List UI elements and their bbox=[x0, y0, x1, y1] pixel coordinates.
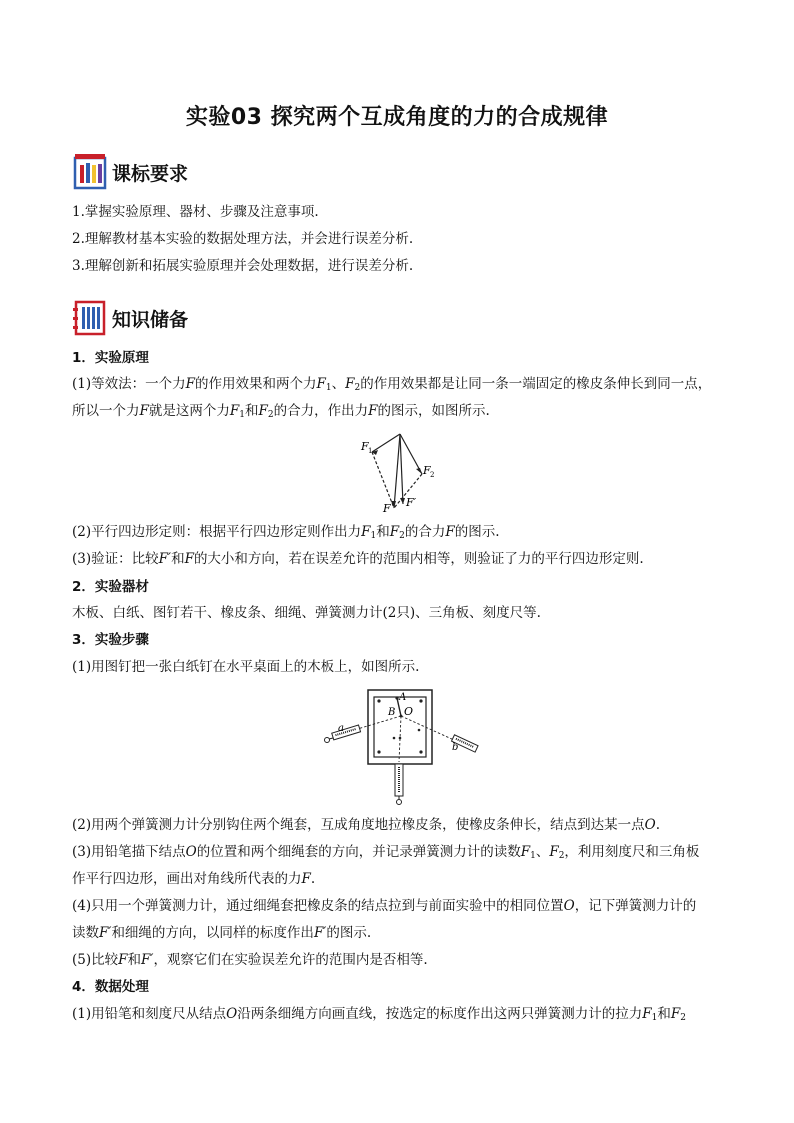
f2-vector bbox=[400, 434, 422, 474]
label-f2-sub: 2 bbox=[430, 471, 435, 479]
books-icon bbox=[72, 152, 108, 192]
f1-vector bbox=[372, 434, 400, 452]
notebook-icon bbox=[72, 298, 108, 338]
step-2: (2)用两个弹簧测力计分别钩住两个绳套，互成角度地拉橡皮条，使橡皮条伸长，结点到达某一点O. bbox=[72, 817, 660, 833]
step-1: (1)用图钉把一张白纸钉在水平桌面上的木板上，如图所示. bbox=[72, 659, 420, 675]
principle-heading: 1．实验原理 bbox=[72, 350, 149, 366]
dashed-side-1 bbox=[372, 452, 394, 508]
label-f1: F bbox=[361, 440, 369, 453]
data-processing-heading: 4．数据处理 bbox=[72, 979, 149, 995]
principle-p2: (2)平行四边形定则：根据平行四边形定则作出力$F_1$和$F_2$的合力F的图示. bbox=[72, 524, 500, 541]
step-4-line2: 读数F′和细绳的方向，以同样的标度作出F′的图示. bbox=[72, 925, 372, 941]
equipment-heading: 2．实验器材 bbox=[72, 579, 149, 595]
spring-balance-bottom bbox=[395, 764, 403, 805]
label-o: O bbox=[404, 705, 414, 718]
force-parallelogram-figure bbox=[355, 428, 445, 518]
experiment-setup-figure bbox=[318, 688, 480, 810]
label-b-upper: B bbox=[388, 707, 396, 718]
data-processing-1: (1)用铅笔和刻度尺从结点O沿两条细绳方向画直线，按选定的标度作出这两只弹簧测力计的拉力$F_1$和$F_2$ bbox=[72, 1006, 686, 1023]
label-a-upper: A bbox=[399, 692, 407, 703]
section-standards-heading: 课标要求 bbox=[112, 162, 189, 185]
section-standards-header bbox=[72, 150, 188, 194]
principle-p1-line1: (1)等效法：一个力F的作用效果和两个力$F_1$、$F_2$的作用效果都是让同一条一端固定的橡皮条伸长到同一点， bbox=[72, 376, 712, 393]
standard-item-3: 3.理解创新和拓展实验原理并会处理数据，进行误差分析. bbox=[72, 258, 414, 274]
f-prime-vector bbox=[400, 434, 403, 504]
label-f1-sub: 1 bbox=[368, 447, 373, 455]
label-f-prime: F′ bbox=[406, 496, 417, 509]
page-title: 实验03 探究两个互成角度的力的合成规律 bbox=[185, 105, 609, 130]
label-f2: F bbox=[423, 464, 431, 477]
equipment-text: 木板、白纸、图钉若干、橡皮条、细绳、弹簧测力计(2只)、三角板、刻度尺等. bbox=[72, 605, 541, 621]
principle-p3: (3)验证：比较F′和F的大小和方向，若在误差允许的范围内相等，则验证了力的平行四边形定则. bbox=[72, 551, 644, 567]
section-knowledge-heading: 知识储备 bbox=[112, 308, 189, 331]
label-f: F bbox=[383, 502, 391, 515]
steps-heading: 3．实验步骤 bbox=[72, 632, 149, 648]
principle-p1-line2: 所以一个力F就是这两个力$F_1$和$F_2$的合力，作出力F的图示，如图所示. bbox=[72, 403, 490, 420]
step-5: (5)比较F和F′，观察它们在实验误差允许的范围内是否相等. bbox=[72, 952, 428, 968]
step-4-line1: (4)只用一个弹簧测力计，通过细绳套把橡皮条的结点拉到与前面实验中的相同位置O，记下弹簧测力计的 bbox=[72, 898, 697, 914]
step-3-line1: (3)用铅笔描下结点O的位置和两个细绳套的方向，并记录弹簧测力计的读数$F_1$、$F_2$，利用刻度尺和三角板 bbox=[72, 844, 700, 861]
standard-item-1: 1.掌握实验原理、器材、步骤及注意事项. bbox=[72, 204, 319, 220]
standard-item-2: 2.理解教材基本实验的数据处理方法，并会进行误差分析. bbox=[72, 231, 414, 247]
label-a-lower: a bbox=[338, 723, 344, 734]
step-3-line2: 作平行四边形，画出对角线所代表的力F. bbox=[72, 871, 316, 887]
label-b-lower: b bbox=[452, 742, 459, 753]
f-vector bbox=[394, 434, 400, 508]
section-knowledge-header bbox=[72, 296, 188, 340]
